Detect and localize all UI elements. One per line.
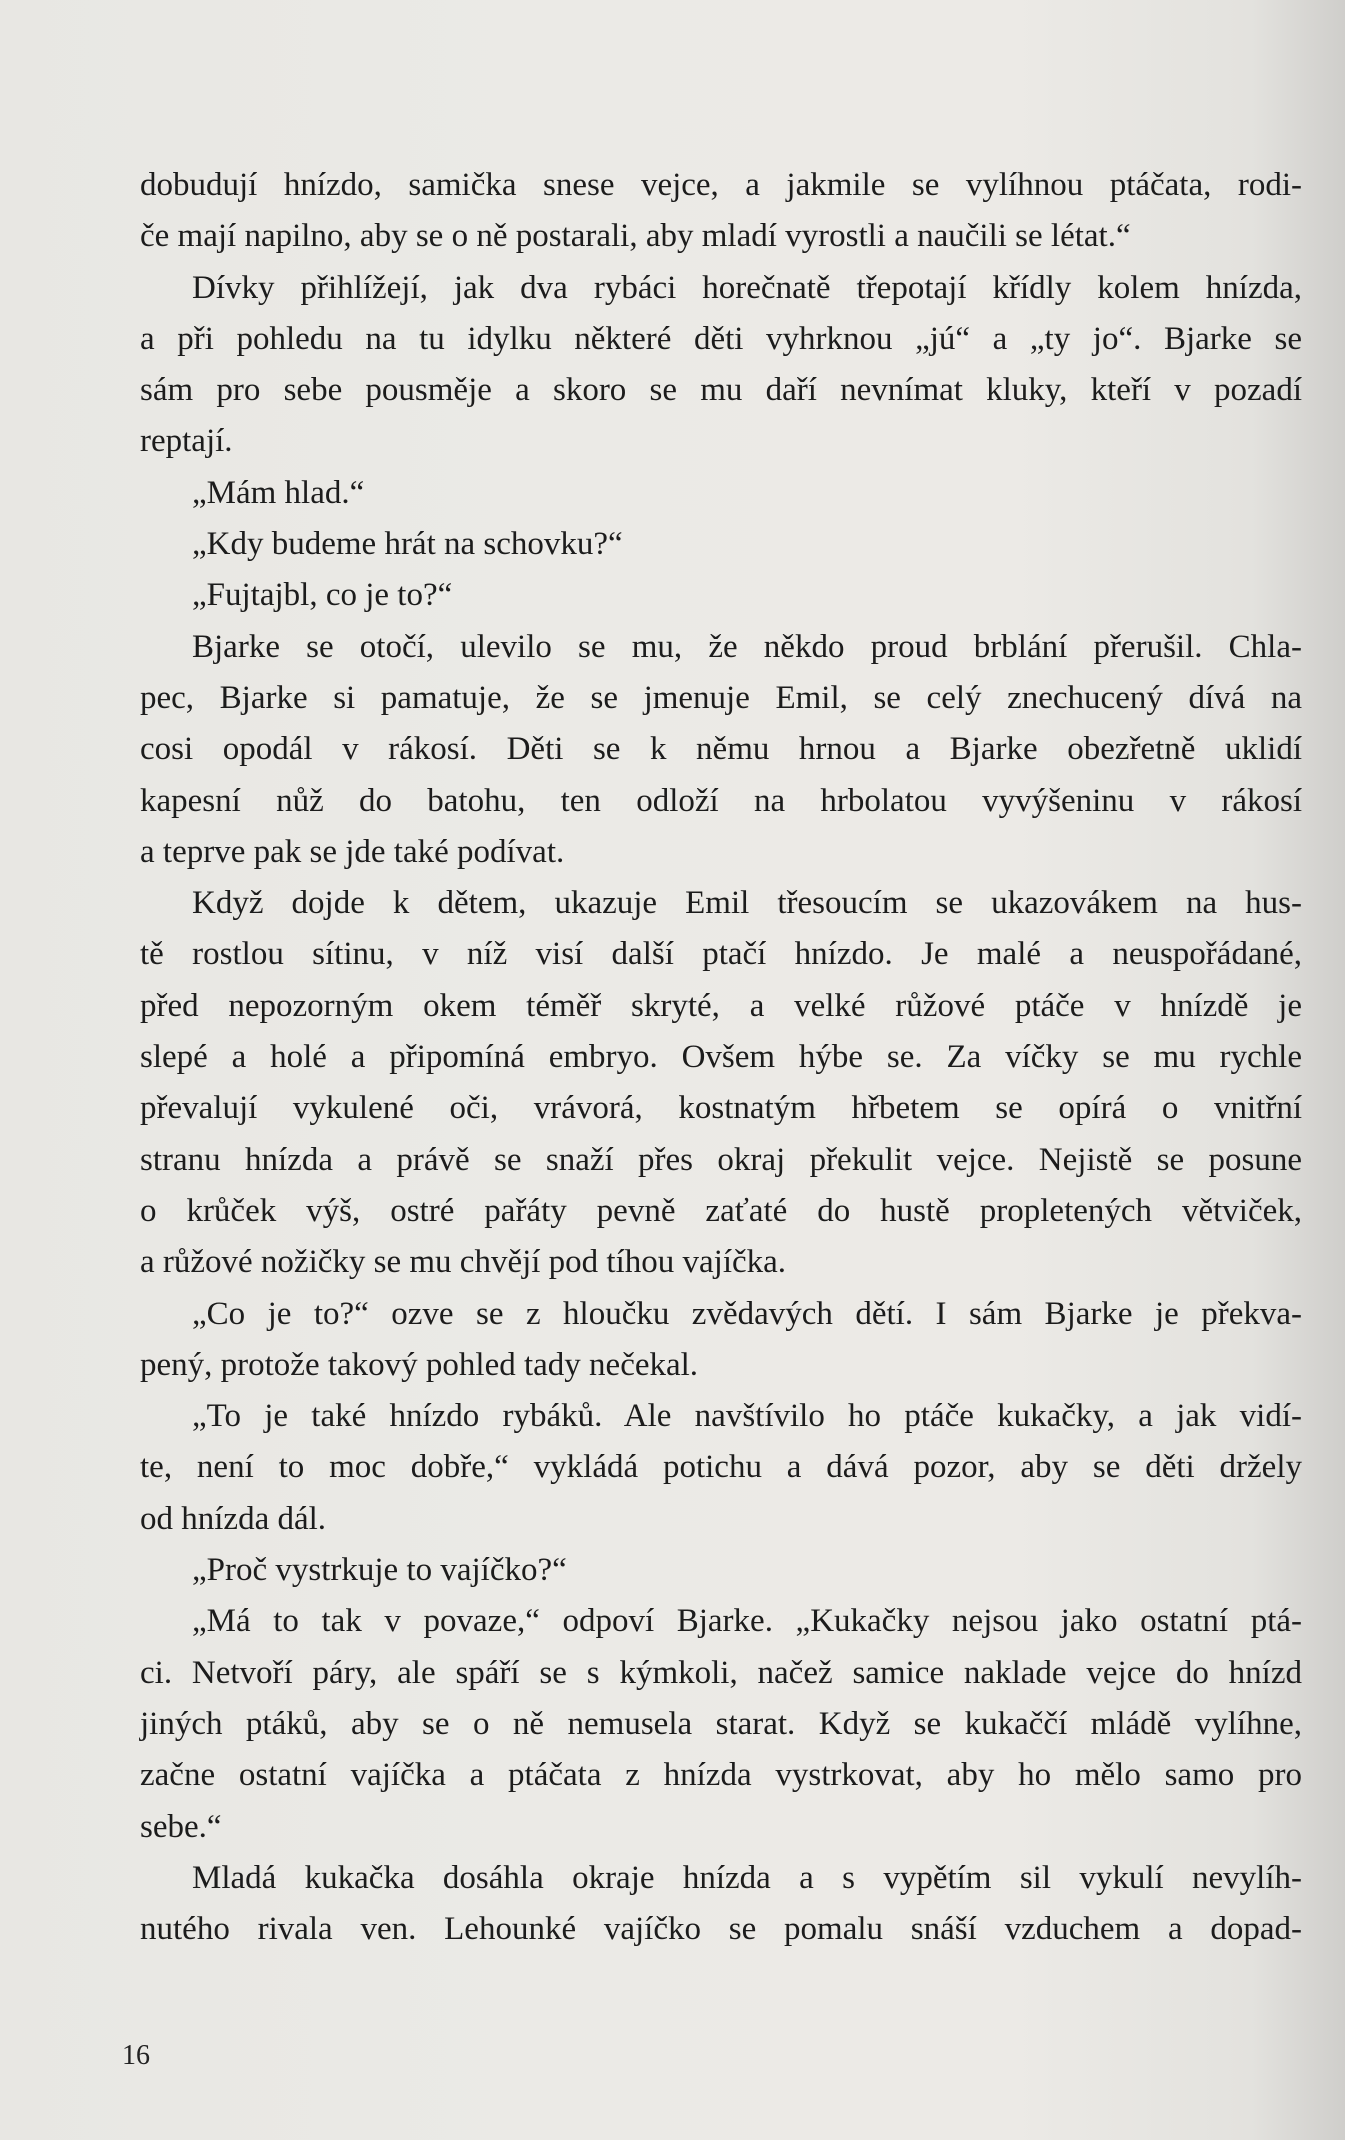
text-line: Když dojde k dětem, ukazuje Emil třesoucím se ukazovákem na hus- [192,885,1302,922]
text-line: nutého rivala ven. Lehounké vajíčko se pomalu snáší vzduchem a dopad- [140,1911,1302,1948]
text-line: tě rostlou sítinu, v níž visí další ptačí hnízdo. Je malé a neuspořádané, [140,936,1302,973]
text-line: před nepozorným okem téměř skryté, a velké růžové ptáče v hnízdě je [140,987,1302,1024]
text-line: kapesní nůž do batohu, ten odloží na hrbolatou vyvýšeninu v rákosí [140,782,1302,819]
text-line: pený, protože takový pohled tady nečekal. [140,1346,699,1383]
text-line: a při pohledu na tu idylku některé děti vyhrknou „jú“ a „ty jo“. Bjarke se [140,320,1302,357]
text-line: „Proč vystrkuje to vajíčko?“ [192,1552,567,1589]
text-line: te, není to moc dobře,“ vykládá potichu a dává pozor, aby se děti držely [140,1449,1302,1486]
text-line: Bjarke se otočí, ulevilo se mu, že někdo proud brblání přerušil. Chla- [192,628,1302,665]
text-line: „Co je to?“ ozve se z hloučku zvědavých dětí. I sám Bjarke je překva- [192,1295,1302,1332]
text-line: sebe.“ [140,1808,222,1845]
text-line: cosi opodál v rákosí. Děti se k němu hrnou a Bjarke obezřetně uklidí [140,731,1302,768]
text-line: „Mám hlad.“ [192,474,365,511]
text-line: dobudují hnízdo, samička snese vejce, a jakmile se vylíhnou ptáčata, rodi- [140,167,1302,203]
text-line: a teprve pak se jde také podívat. [140,833,565,870]
text-line: „To je také hnízdo rybáků. Ale navštívilo ho ptáče kukačky, a jak vidí- [192,1398,1302,1435]
text-line: ci. Netvoří páry, ale spáří se s kýmkoli, načež samice naklade vejce do hnízd [140,1654,1302,1691]
text-line: a růžové nožičky se mu chvějí pod tíhou vajíčka. [140,1244,787,1281]
text-line: pec, Bjarke si pamatuje, že se jmenuje Emil, se celý znechucený dívá na [140,679,1302,716]
body-text [140,160,1302,1955]
text-line: sám pro sebe pousměje a skoro se mu daří nevnímat kluky, kteří v pozadí [140,372,1302,409]
text-line: „Kdy budeme hrát na schovku?“ [192,526,623,563]
text-line: reptají. [140,423,233,460]
text-line: če mají napilno, aby se o ně postarali, aby mladí vyrostli a naučili se létat.“ [140,218,1131,255]
text-line: jiných ptáků, aby se o ně nemusela starat. Když se kukaččí mládě vylíhne, [140,1705,1302,1742]
text-line: „Fujtajbl, co je to?“ [192,577,453,614]
text-line: Mladá kukačka dosáhla okraje hnízda a s vypětím sil vykulí nevylíh- [192,1859,1302,1896]
text-line: převalují vykulené oči, vrávorá, kostnatým hřbetem se opírá o vnitřní [140,1090,1302,1127]
text-line: „Má to tak v povaze,“ odpoví Bjarke. „Kukačky nejsou jako ostatní ptá- [192,1603,1302,1640]
text-line: stranu hnízda a právě se snaží přes okraj překulit vejce. Nejistě se posune [140,1141,1302,1178]
text-line: začne ostatní vajíčka a ptáčata z hnízda vystrkovat, aby ho mělo samo pro [140,1757,1302,1794]
text-line: od hnízda dál. [140,1500,327,1537]
text-line: o krůček výš, ostré pařáty pevně zaťaté do hustě propletených větviček, [140,1192,1302,1229]
text-line: Dívky přihlížejí, jak dva rybáci horečnatě třepotají křídly kolem hnízda, [192,269,1302,306]
page-number: 16 [122,2040,150,2071]
text-line: slepé a holé a připomíná embryo. Ovšem hýbe se. Za víčky se mu rychle [140,1039,1302,1076]
